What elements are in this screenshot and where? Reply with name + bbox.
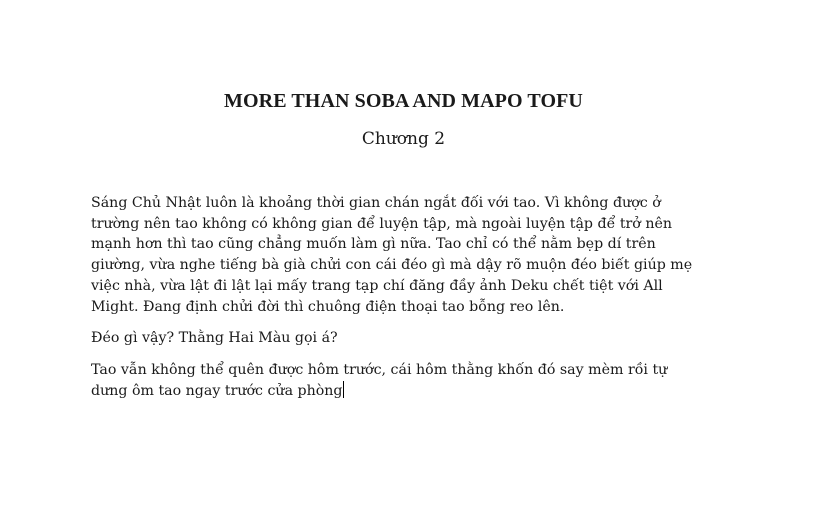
text-cursor <box>343 381 344 398</box>
text-line: dưng ôm tao ngay trước cửa phòng <box>91 382 343 399</box>
document-title: MORE THAN SOBA AND MAPO TOFU <box>224 90 583 112</box>
paragraph-2 <box>91 328 721 349</box>
text-line: Đéo gì vậy? Thằng Hai Màu gọi á? <box>91 330 338 347</box>
text-line: giường, vừa nghe tiếng bà già chửi con cái đéo gì mà dậy rõ muộn đéo biết giúp mẹ <box>91 257 693 274</box>
text-line: Might. Đang định chửi đời thì chuông điện thoại tao bỗng reo lên. <box>91 298 565 315</box>
text-line-with-caret <box>91 381 721 402</box>
chapter-heading: Chương 2 <box>361 129 446 149</box>
text-line: trường nên tao không có không gian để luyện tập, mà ngoài luyện tập để trở nên <box>91 215 673 232</box>
text-line: Tao vẫn không thể quên được hôm trước, cái hôm thằng khốn đó say mèm rồi tự <box>91 361 668 378</box>
text-line: Sáng Chủ Nhật luôn là khoảng thời gian chán ngắt đối với tao. Vì không được ở <box>91 195 661 211</box>
document-body[interactable] <box>91 193 721 412</box>
paragraph-3 <box>91 360 721 401</box>
text-line: mạnh hơn thì tao cũng chẳng muốn làm gì nữa. Tao chỉ có thể nằm bẹp dí trên <box>91 236 656 253</box>
text-line: việc nhà, vừa lật đi lật lại mấy trang tạp chí đăng đầy ảnh Deku chết tiệt với All <box>91 277 663 294</box>
paragraph-1 <box>91 193 721 317</box>
